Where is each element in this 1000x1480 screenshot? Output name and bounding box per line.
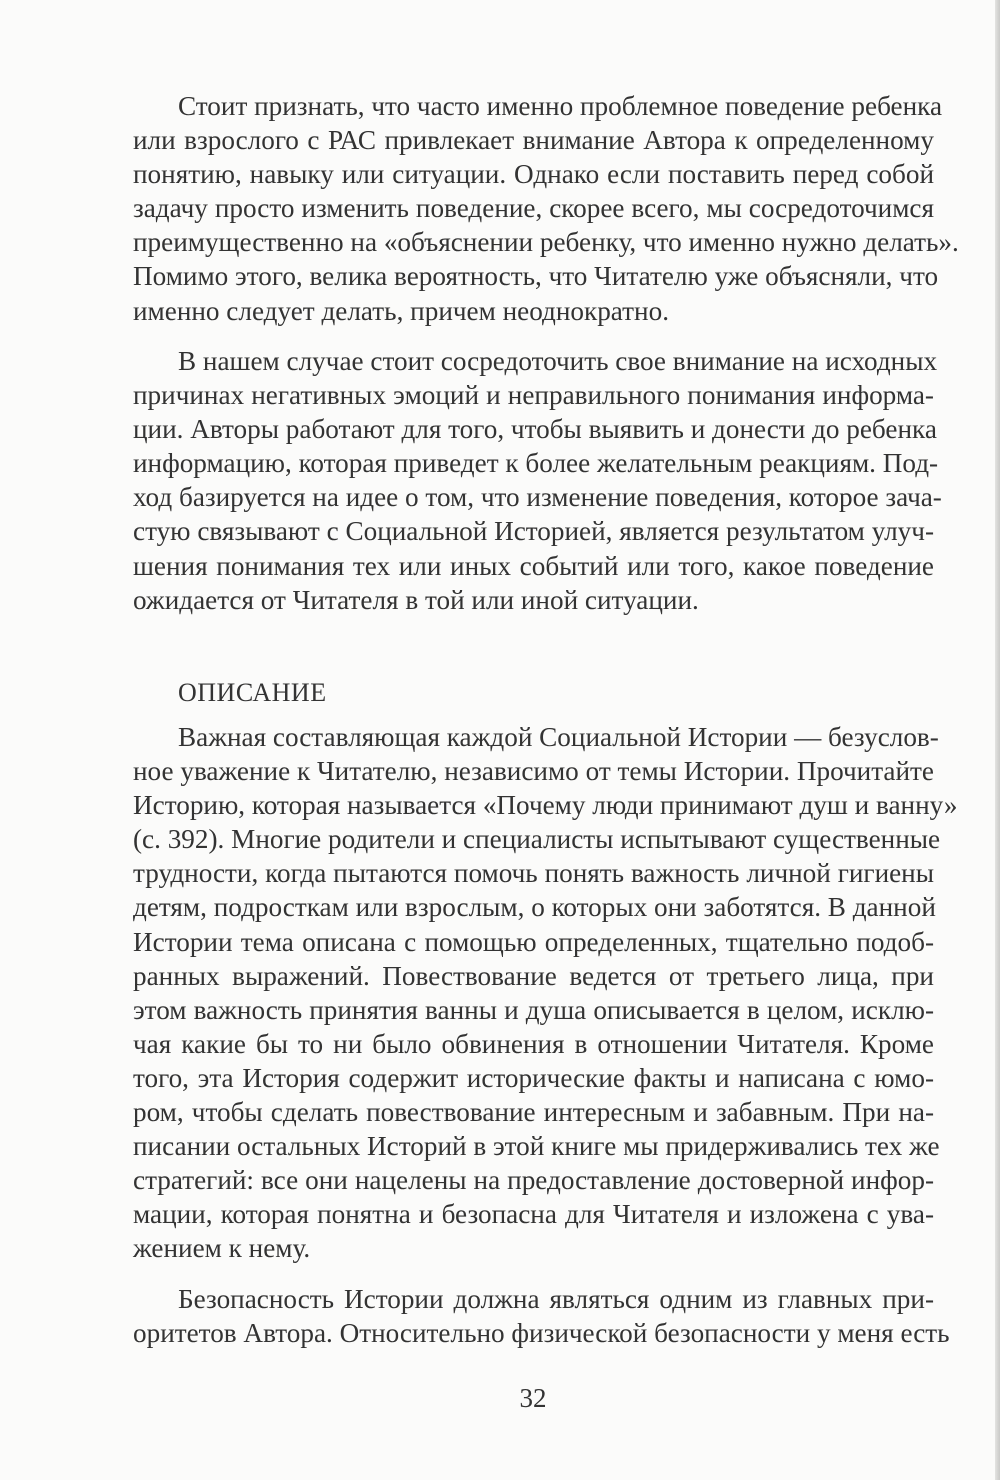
paragraph-1 (133, 89, 959, 328)
text-line: (с. 392). Многие родители и специалисты испытывают существенные (133, 824, 941, 855)
text-line: этом важность принятия ванны и душа описывается в целом, исклю- (133, 994, 934, 1025)
text-line: стую связывают с Социальной Историей, является результатом улуч- (133, 516, 934, 547)
text-line: оритетов Автора. Относительно физической безопасности у меня есть (133, 1318, 950, 1349)
text-line: ход базируется на идее о том, что изменение поведения, которое зача- (133, 482, 942, 513)
text-line: детям, подросткам или взрослым, о которых они заботятся. В данной (133, 892, 936, 923)
text-line: Стоит признать, что часто именно проблемное поведение ребенка (178, 91, 943, 121)
text-line: шения понимания тех или иных событий или того, какое поведение (133, 550, 934, 581)
text-line: преимущественно на «объяснении ребенку, что именно нужно делать». (133, 227, 959, 258)
page-number: 32 (519, 1383, 547, 1413)
section-heading: ОПИСАНИЕ (178, 678, 327, 707)
text-line: ции. Авторы работают для того, чтобы выявить и донести до ребенка (133, 414, 937, 445)
text-line: причинах негативных эмоций и неправильного понимания информа- (133, 380, 934, 411)
text-line: ром, чтобы сделать повествование интересным и забавным. При на- (133, 1097, 934, 1128)
text-line: стратегий: все они нацелены на предоставление достоверной инфор- (133, 1165, 934, 1196)
text-line: Историю, которая называется «Почему люди принимают душ и ванну» (133, 790, 958, 821)
text-line: Помимо этого, велика вероятность, что Читателю уже объясняли, что (133, 261, 939, 292)
text-line: Безопасность Истории должна являться одним из главных при- (178, 1284, 934, 1314)
text-line: или взрослого с РАС привлекает внимание Автора к определенному (133, 125, 934, 156)
paragraph-2 (133, 344, 942, 617)
text-line: того, эта История содержит исторические факты и написана с юмо- (133, 1062, 934, 1093)
text-line: В нашем случае стоит сосредоточить свое внимание на исходных (178, 346, 938, 376)
text-line: писании остальных Историй в этой книге мы придерживались тех же (133, 1131, 940, 1162)
text-line: ранных выражений. Повествование ведется от третьего лица, при (133, 960, 934, 991)
paragraph-4 (133, 1282, 950, 1350)
text-line: трудности, когда пытаются помочь понять важность личной гигиены (133, 858, 934, 889)
page-edge (995, 0, 1000, 1480)
text-line: именно следует делать, причем неоднократно. (133, 295, 669, 326)
text-line: информацию, которая приведет к более желательным реакциям. Под- (133, 448, 939, 479)
text-line: Важная составляющая каждой Социальной Истории — безуслов- (178, 722, 939, 752)
text-line: мации, которая понятна и безопасна для Читателя и изложена с ува- (133, 1199, 934, 1230)
text-line: ное уважение к Читателю, независимо от темы Истории. Прочитайте (133, 756, 934, 787)
text-line: понятию, навыку или ситуации. Однако если поставить перед собой (133, 159, 934, 190)
text-line: жением к нему. (133, 1233, 311, 1264)
text-line: ожидается от Читателя в той или иной ситуации. (133, 584, 699, 615)
text-line: задачу просто изменить поведение, скорее всего, мы сосредоточимся (133, 193, 934, 224)
paragraph-3 (133, 720, 958, 1266)
text-line: чая какие бы то ни было обвинения в отношении Читателя. Кроме (133, 1028, 934, 1059)
text-line: Истории тема описана с помощью определенных, тщательно подоб- (133, 926, 934, 957)
